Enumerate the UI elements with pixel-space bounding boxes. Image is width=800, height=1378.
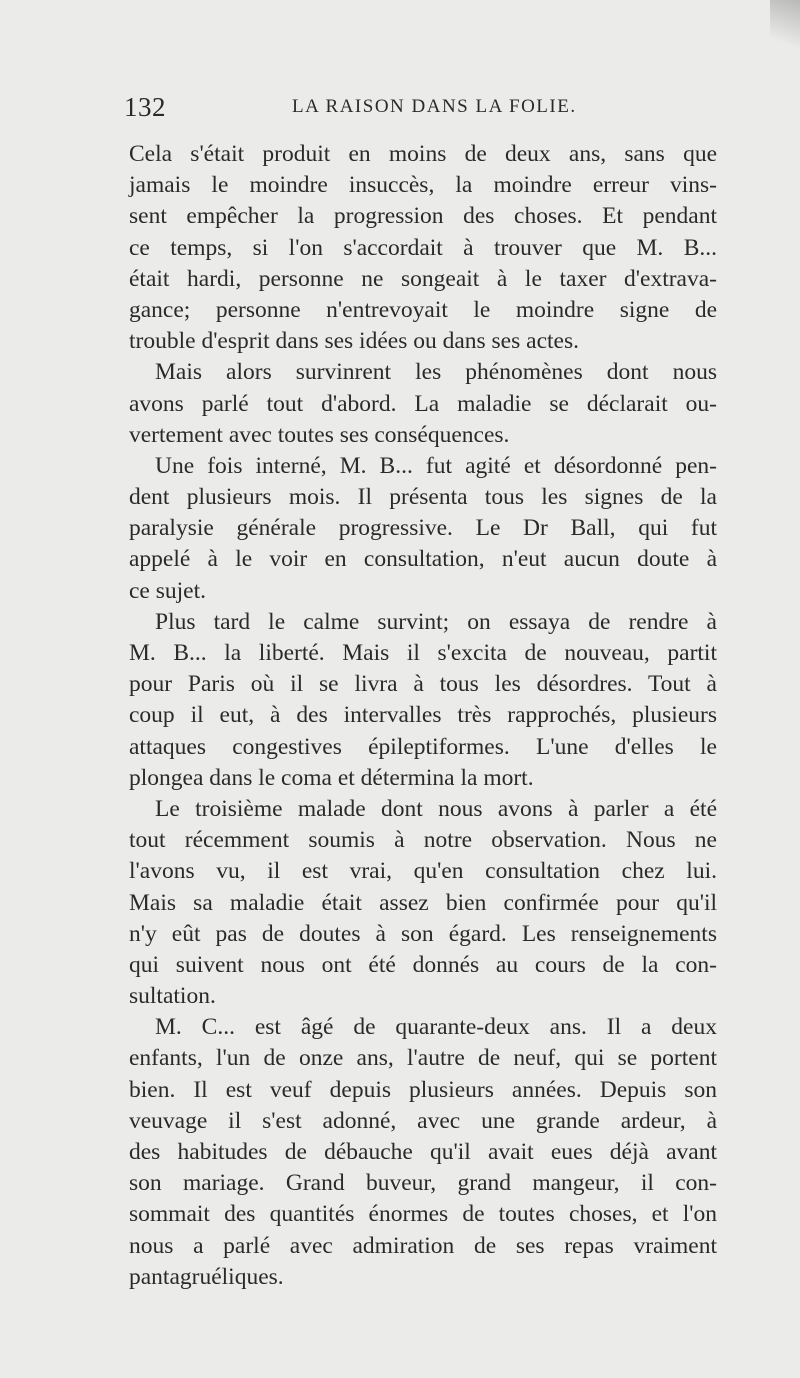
text-line: attaques congestives épileptiformes. L'une d'elles le bbox=[129, 733, 717, 760]
page-header bbox=[124, 92, 684, 122]
text-line: avons parlé tout d'abord. La maladie se déclarait ou- bbox=[129, 390, 717, 417]
text-line: ce sujet. bbox=[129, 577, 206, 604]
text-line: sultation. bbox=[129, 983, 216, 1010]
text-line: son mariage. Grand buveur, grand mangeur, il con- bbox=[129, 1170, 717, 1197]
text-line: Cela s'était produit en moins de deux ans, sans que bbox=[129, 141, 717, 167]
text-line: enfants, l'un de onze ans, l'autre de neuf, qui se portent bbox=[129, 1045, 717, 1072]
text-line: trouble d'esprit dans ses idées ou dans ses actes. bbox=[129, 328, 579, 355]
text-line: M. C... est âgé de quarante-deux ans. Il a deux bbox=[155, 1014, 717, 1041]
text-line: paralysie générale progressive. Le Dr Ball, qui fut bbox=[129, 515, 717, 542]
text-line: bien. Il est veuf depuis plusieurs années. Depuis son bbox=[129, 1076, 717, 1103]
text-line: Mais sa maladie était assez bien confirmée pour qu'il bbox=[129, 889, 717, 916]
text-line: ce temps, si l'on s'accordait à trouver que M. B... bbox=[129, 234, 717, 261]
text-line: jamais le moindre insuccès, la moindre erreur vins- bbox=[129, 172, 717, 199]
text-line: nous a parlé avec admiration de ses repas vraiment bbox=[129, 1232, 717, 1259]
text-line: Le troisième malade dont nous avons à parler a été bbox=[155, 795, 717, 822]
text-line: dent plusieurs mois. Il présenta tous les signes de la bbox=[129, 484, 717, 511]
text-line: l'avons vu, il est vrai, qu'en consultation chez lui. bbox=[129, 858, 717, 885]
text-line: M. B... la liberté. Mais il s'excita de nouveau, partit bbox=[129, 640, 717, 666]
text-line: tout récemment soumis à notre observation. Nous ne bbox=[129, 827, 717, 854]
text-line: des habitudes de débauche qu'il avait eues déjà avant bbox=[129, 1139, 717, 1165]
text-line: plongea dans le coma et détermina la mort. bbox=[129, 764, 534, 791]
text-line: appelé à le voir en consultation, n'eut aucun doute à bbox=[129, 546, 717, 573]
page-number: 132 bbox=[124, 92, 166, 122]
body-text bbox=[129, 139, 717, 1293]
text-line: Mais alors survinrent les phénomènes dont nous bbox=[155, 359, 717, 386]
text-line: pour Paris où il se livra à tous les désordres. Tout à bbox=[129, 671, 717, 698]
text-line: gance; personne n'entrevoyait le moindre signe de bbox=[129, 296, 717, 323]
text-line: pantagruéliques. bbox=[129, 1263, 284, 1290]
text-line: qui suivent nous ont été donnés au cours de la con- bbox=[129, 951, 717, 978]
text-line: Plus tard le calme survint; on essaya de rendre à bbox=[155, 608, 717, 635]
text-line: sent empêcher la progression des choses. Et pendant bbox=[129, 203, 717, 230]
page-corner-shadow bbox=[770, 0, 800, 60]
text-line: était hardi, personne ne songeait à le taxer d'extrava- bbox=[129, 265, 717, 292]
text-line: sommait des quantités énormes de toutes choses, et l'on bbox=[129, 1201, 717, 1228]
text-line: n'y eût pas de doutes à son égard. Les renseignements bbox=[129, 920, 717, 947]
text-line: coup il eut, à des intervalles très rapprochés, plusieurs bbox=[129, 702, 717, 729]
text-line: veuvage il s'est adonné, avec une grande ardeur, à bbox=[129, 1107, 717, 1134]
text-line: Une fois interné, M. B... fut agité et désordonné pen- bbox=[155, 452, 717, 479]
running-head: LA RAISON DANS LA FOLIE. bbox=[292, 96, 577, 117]
text-line: vertement avec toutes ses conséquences. bbox=[129, 421, 510, 448]
